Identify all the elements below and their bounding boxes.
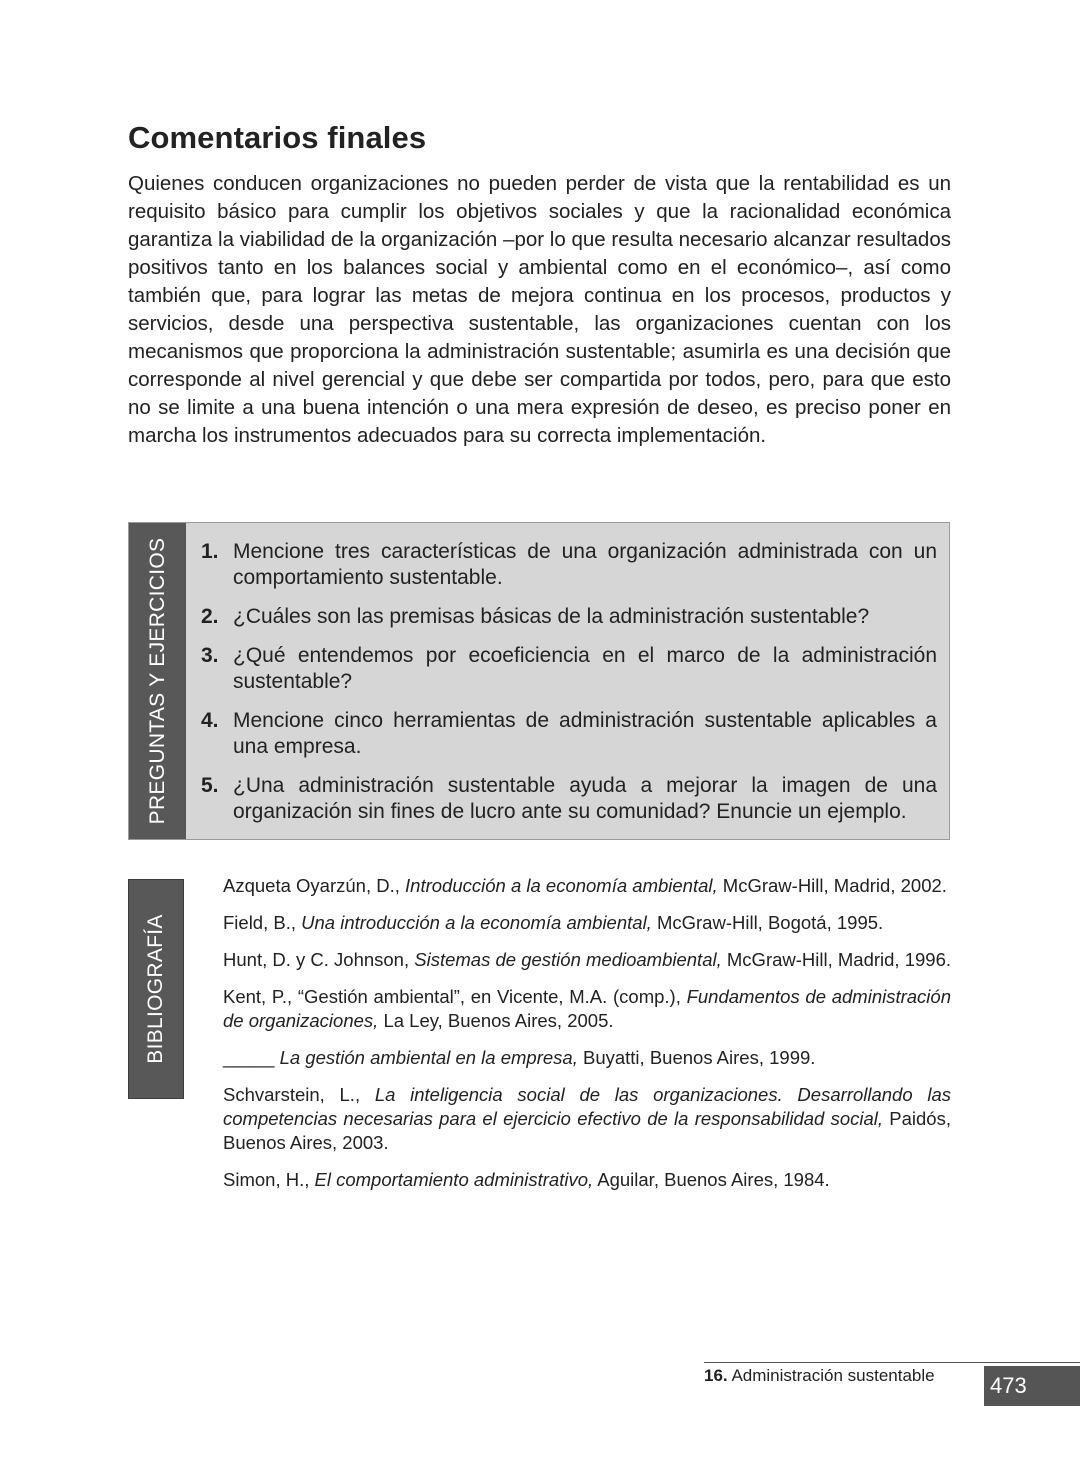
entry-title: El comportamiento administrativo, bbox=[314, 1169, 594, 1190]
entry-author: Schvarstein, L., bbox=[223, 1084, 375, 1105]
question-item bbox=[201, 539, 937, 591]
entry-author: _____ bbox=[223, 1047, 280, 1068]
bibliography-tab bbox=[128, 879, 184, 1099]
entry-author: Field, B., bbox=[223, 912, 302, 933]
bibliography-entry bbox=[223, 911, 951, 935]
bibliography-entry bbox=[223, 985, 951, 1033]
questions-box bbox=[128, 522, 950, 840]
entry-title: La inteligencia social de las organizaciones. Desarrollando las competencias necesarias para el ejercicio efectivo de la responsabilidad social, bbox=[223, 1084, 951, 1129]
questions-tab bbox=[129, 523, 186, 839]
question-text: ¿Cuáles son las premisas básicas de la administración sustentable? bbox=[233, 605, 870, 628]
bibliography-entry bbox=[223, 874, 951, 898]
entry-author: Kent, P., “Gestión ambiental”, en Vicente, M.A. (comp.), bbox=[223, 986, 687, 1007]
entry-publisher: McGraw-Hill, Bogotá, 1995. bbox=[651, 912, 884, 933]
entry-publisher: Aguilar, Buenos Aires, 1984. bbox=[593, 1169, 830, 1190]
chapter-number: 16. bbox=[704, 1366, 728, 1385]
bibliography-list bbox=[223, 874, 951, 1205]
question-item bbox=[201, 643, 937, 695]
question-item bbox=[201, 773, 937, 825]
bibliography-entry bbox=[223, 1083, 951, 1155]
question-number: 3. bbox=[201, 644, 219, 667]
entry-author: Azqueta Oyarzún, D., bbox=[223, 875, 406, 896]
entry-publisher: Buyatti, Buenos Aires, 1999. bbox=[577, 1047, 816, 1068]
entry-title: Una introducción a la economía ambiental, bbox=[301, 912, 652, 933]
entry-title: Fundamentos de administración de organizaciones, bbox=[223, 986, 951, 1031]
entry-publisher: McGraw-Hill, Madrid, 2002. bbox=[717, 875, 947, 896]
entry-author: Hunt, D. y C. Johnson, bbox=[223, 949, 415, 970]
entry-publisher: Paidós, Buenos Aires, 2003. bbox=[223, 1108, 951, 1153]
entry-title: La gestión ambiental en la empresa, bbox=[279, 1047, 578, 1068]
entry-title: Sistemas de gestión medioambiental, bbox=[414, 949, 722, 970]
entry-author: Simon, H., bbox=[223, 1169, 315, 1190]
question-number: 4. bbox=[201, 709, 219, 732]
entry-publisher: La Ley, Buenos Aires, 2005. bbox=[378, 1010, 614, 1031]
question-item bbox=[201, 604, 937, 630]
questions-tab-label: PREGUNTAS Y EJERCICIOS bbox=[145, 537, 169, 825]
questions-list bbox=[201, 539, 937, 838]
question-text: Mencione cinco herramientas de administración sustentable aplicables a una empresa. bbox=[233, 709, 937, 758]
entry-title: Introducción a la economía ambiental, bbox=[405, 875, 718, 896]
page-number: 473 bbox=[984, 1366, 1080, 1406]
question-item bbox=[201, 708, 937, 760]
question-number: 2. bbox=[201, 605, 219, 628]
question-text: ¿Una administración sustentable ayuda a mejorar la imagen de una organización sin fines de lucro ante su comunidad? Enuncie un ejemplo. bbox=[233, 774, 937, 823]
bibliography-entry bbox=[223, 948, 951, 972]
bibliography-entry bbox=[223, 1046, 951, 1070]
question-text: Mencione tres características de una organización administrada con un comportamiento sustentable. bbox=[233, 540, 937, 589]
footer-chapter bbox=[704, 1366, 935, 1386]
chapter-title: Administración sustentable bbox=[731, 1366, 935, 1385]
question-number: 5. bbox=[201, 774, 219, 797]
footer-divider bbox=[704, 1362, 1080, 1363]
question-number: 1. bbox=[201, 540, 219, 563]
entry-publisher: McGraw-Hill, Madrid, 1996. bbox=[721, 949, 952, 970]
question-text: ¿Qué entendemos por ecoeficiencia en el marco de la administración sustentable? bbox=[233, 644, 937, 693]
section-heading: Comentarios finales bbox=[128, 120, 427, 155]
bibliography-tab-label: BIBLIOGRAFÍA bbox=[144, 914, 167, 1064]
intro-paragraph: Quienes conducen organizaciones no pueden perder de vista que la rentabilidad es un requisito básico para cumplir los objetivos sociales y que la racionalidad económica garantiza la viabilidad de la organización –por lo que resulta necesario alcanzar resultados positivos tanto en los balances social y ambiental como en el económico–, así como también que, para lograr las metas de mejora continua en los procesos, productos y servicios, desde una perspectiva sustentable, las organizaciones cuentan con los mecanismos que proporciona la administración sustentable; asumirla es una decisión que corresponde al nivel gerencial y que debe ser compartida por todos, pero, para que esto no se limite a una buena intención o una mera expresión de deseo, es preciso poner en marcha los instrumentos adecuados para su correcta implementación. bbox=[128, 172, 951, 447]
bibliography-entry bbox=[223, 1168, 951, 1192]
